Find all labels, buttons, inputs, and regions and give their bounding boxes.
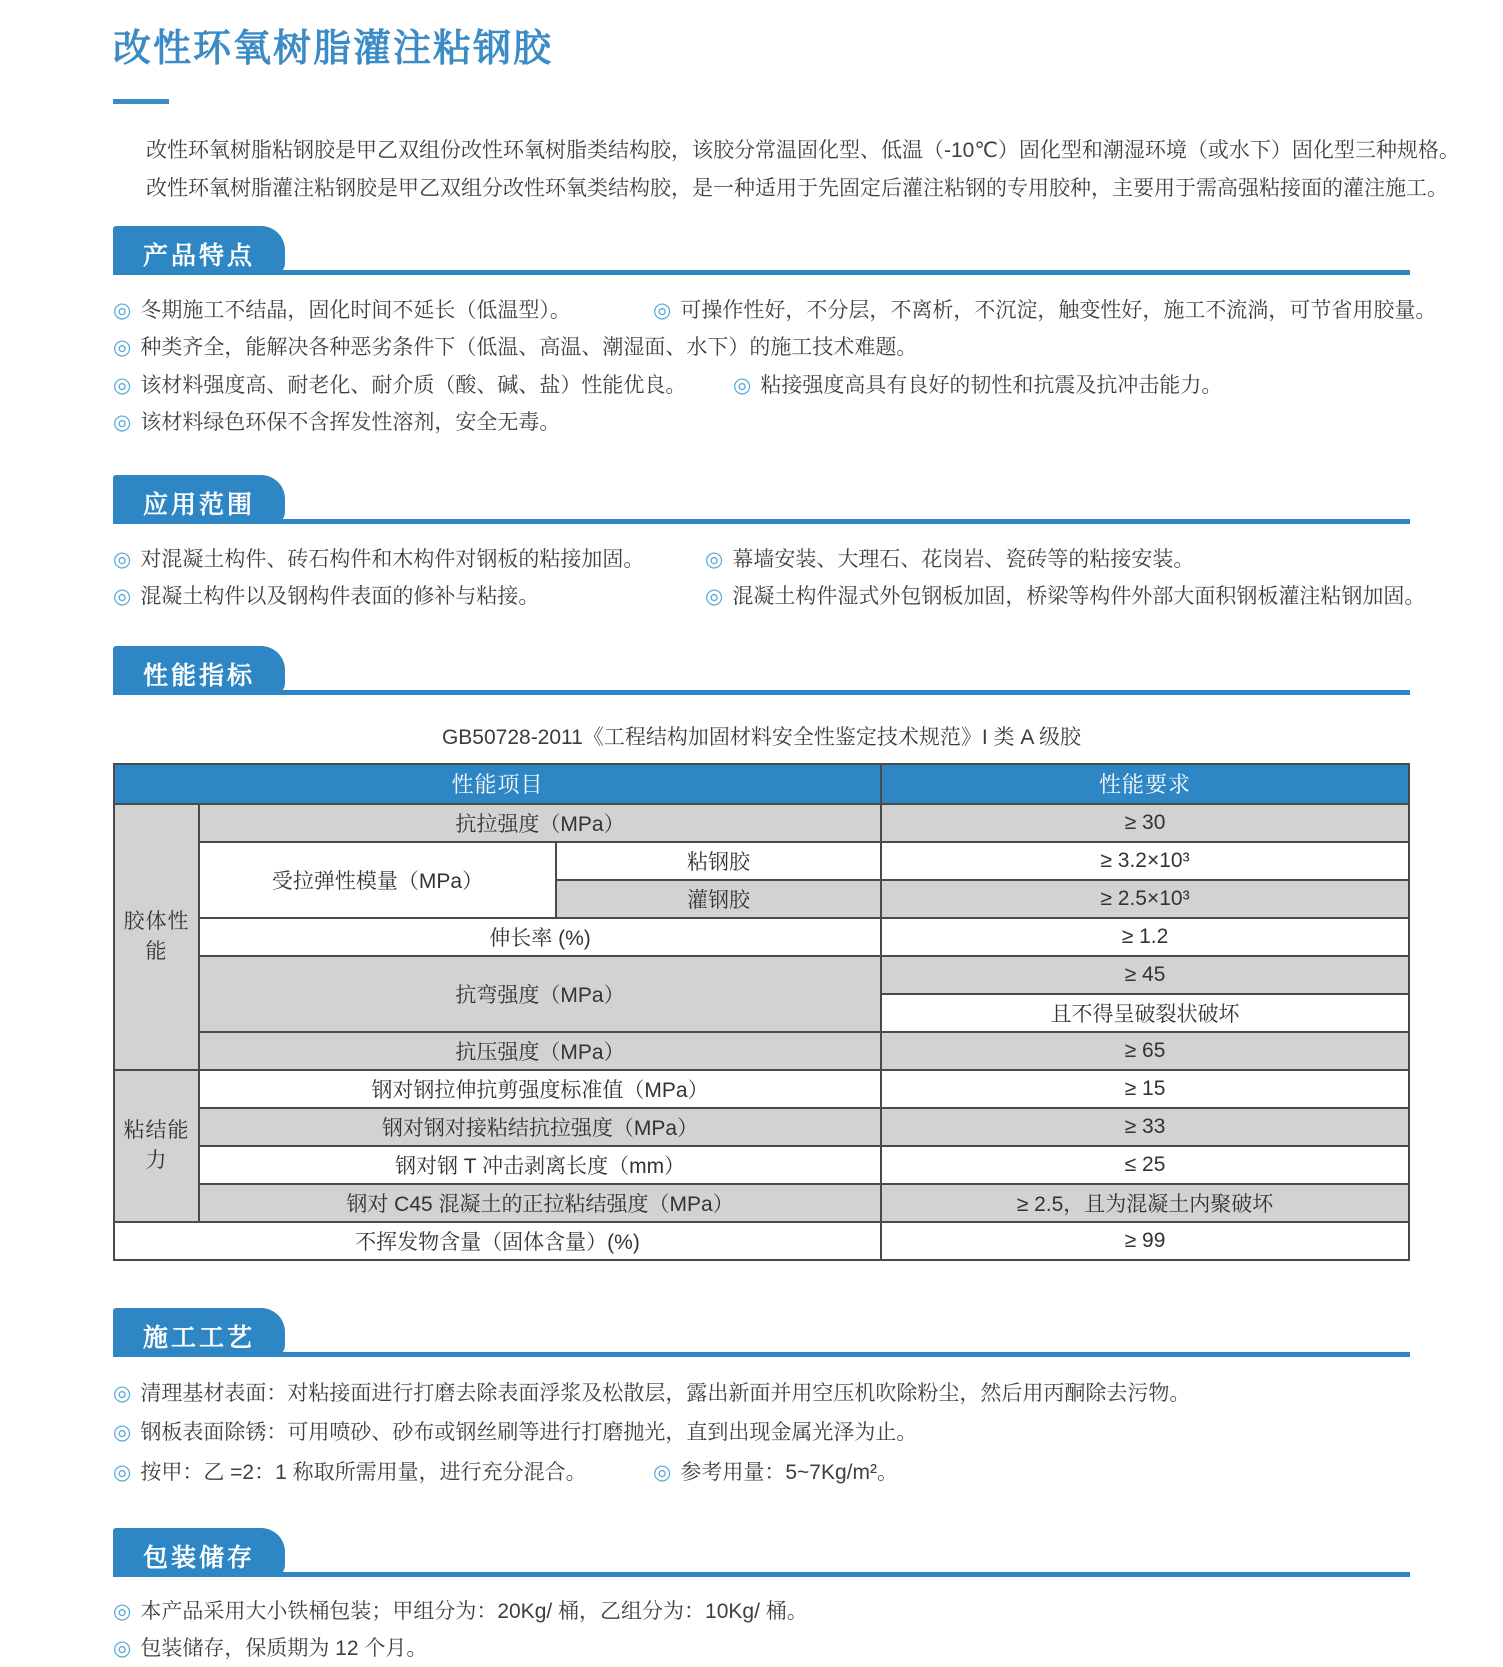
list-row (113, 292, 1410, 330)
bullet-icon: ◎ (113, 336, 131, 359)
feature-item (113, 299, 571, 322)
process-item (113, 1461, 587, 1484)
list-row (113, 404, 1410, 442)
value-cell: ≥ 15 (881, 1070, 1409, 1108)
value-cell: ≥ 1.2 (881, 918, 1409, 956)
section-badge-features: 产品特点 (113, 226, 285, 275)
group-cell: 胶体性能 (114, 804, 199, 1070)
bullet-icon: ◎ (113, 1637, 131, 1660)
process-item (113, 1382, 1190, 1405)
value-cell: ≥ 3.2×10³ (881, 842, 1409, 880)
packaging-item (113, 1600, 808, 1623)
application-text: 对混凝土构件、砖石构件和木构件对钢板的粘接加固。 (140, 548, 644, 571)
table-row (114, 1222, 1409, 1260)
list-row (113, 329, 1410, 367)
value-cell: ≥ 30 (881, 804, 1409, 842)
section-rule (113, 1572, 1410, 1577)
section-rule (113, 690, 1410, 695)
bullet-icon: ◎ (113, 299, 131, 322)
property-cell: 不挥发物含量（固体含量）(%) (114, 1222, 881, 1260)
title-underline (113, 99, 169, 104)
list-row (113, 1413, 1410, 1453)
section-process (113, 1308, 1410, 1493)
section-badge-applications: 应用范围 (113, 475, 285, 524)
feature-text: 可操作性好，不分层，不离析，不沉淀，触变性好，施工不流淌，可节省用胶量。 (680, 299, 1436, 322)
section-header (113, 226, 1410, 275)
application-item (705, 578, 1425, 616)
property-cell: 抗拉强度（MPa） (199, 804, 881, 842)
bullet-icon: ◎ (653, 1461, 671, 1484)
feature-text: 冬期施工不结晶，固化时间不延长（低温型）。 (140, 299, 571, 322)
value-cell: ≥ 65 (881, 1032, 1409, 1070)
applications-list (113, 541, 1410, 616)
bullet-icon: ◎ (653, 299, 671, 322)
bullet-icon: ◎ (705, 548, 723, 571)
bullet-icon: ◎ (113, 548, 131, 571)
property-cell: 抗弯强度（MPa） (199, 956, 881, 1032)
section-applications (113, 475, 1410, 616)
intro-paragraph (113, 132, 1410, 208)
bullet-icon: ◎ (705, 585, 723, 608)
value-cell: ≥ 2.5×10³ (881, 880, 1409, 918)
process-text: 钢板表面除锈：可用喷砂、砂布或钢丝刷等进行打磨抛光，直到出现金属光泽为止。 (140, 1421, 917, 1444)
table-row (114, 918, 1409, 956)
feature-text: 粘接强度高具有良好的韧性和抗震及抗冲击能力。 (760, 374, 1222, 397)
list-row (113, 1453, 1410, 1493)
list-row (113, 1631, 1410, 1667)
feature-item (113, 374, 686, 397)
section-badge-packaging: 包装储存 (113, 1528, 285, 1577)
subproperty-cell: 灌钢胶 (556, 880, 881, 918)
section-packaging (113, 1528, 1410, 1667)
subproperty-cell: 粘钢胶 (556, 842, 881, 880)
list-row (113, 1374, 1410, 1414)
section-badge-performance: 性能指标 (113, 646, 285, 695)
application-text: 混凝土构件湿式外包钢板加固，桥梁等构件外部大面积钢板灌注粘钢加固。 (732, 585, 1425, 608)
process-text: 参考用量：5~7Kg/m²。 (680, 1461, 898, 1484)
intro-line: 改性环氧树脂粘钢胶是甲乙双组份改性环氧树脂类结构胶，该胶分常温固化型、低温（-10℃）固化型和潮湿环境（或水下）固化型三种规格。 (146, 132, 1410, 170)
process-text: 清理基材表面：对粘接面进行打磨去除表面浮浆及松散层，露出新面并用空压机吹除粉尘，然后用丙酮除去污物。 (140, 1382, 1190, 1405)
list-row (113, 367, 1410, 405)
table-caption: GB50728-2011《工程结构加固材料安全性鉴定技术规范》I 类 A 级胶 (113, 721, 1410, 751)
section-features (113, 226, 1410, 442)
value-cell: ≤ 25 (881, 1146, 1409, 1184)
application-item (113, 585, 539, 608)
section-rule (113, 519, 1410, 524)
property-cell: 受拉弹性模量（MPa） (199, 842, 556, 918)
section-performance (113, 646, 1410, 1261)
value-cell: ≥ 33 (881, 1108, 1409, 1146)
packaging-text: 包装储存，保质期为 12 个月。 (140, 1637, 427, 1660)
application-item (113, 548, 644, 571)
bullet-icon: ◎ (113, 411, 131, 434)
table-row (114, 1032, 1409, 1070)
process-item (653, 1453, 898, 1493)
packaging-list (113, 1594, 1410, 1667)
table-header-row (114, 764, 1409, 804)
table-row (114, 1108, 1409, 1146)
feature-item (733, 367, 1222, 405)
table-row (114, 804, 1409, 842)
table-row (114, 956, 1409, 994)
packaging-text: 本产品采用大小铁桶包装；甲组分为：20Kg/ 桶，乙组分为：10Kg/ 桶。 (140, 1600, 807, 1623)
section-rule (113, 1352, 1410, 1357)
bullet-icon: ◎ (113, 1382, 131, 1405)
packaging-item (113, 1637, 427, 1660)
application-text: 幕墙安装、大理石、花岗岩、瓷砖等的粘接安装。 (732, 548, 1194, 571)
section-badge-process: 施工工艺 (113, 1308, 285, 1357)
intro-line: 改性环氧树脂灌注粘钢胶是甲乙双组分改性环氧类结构胶，是一种适用于先固定后灌注粘钢的专用胶种，主要用于需高强粘接面的灌注施工。 (146, 170, 1410, 208)
process-item (113, 1421, 917, 1444)
value-cell: ≥ 45 (881, 956, 1409, 994)
property-cell: 钢对钢对接粘结抗拉强度（MPa） (199, 1108, 881, 1146)
bullet-icon: ◎ (113, 585, 131, 608)
group-cell: 粘结能力 (114, 1070, 199, 1222)
bullet-icon: ◎ (113, 1461, 131, 1484)
table-row (114, 842, 1409, 880)
feature-text: 该材料绿色环保不含挥发性溶剂，安全无毒。 (140, 411, 560, 434)
table-header-cell: 性能项目 (114, 764, 881, 804)
process-text: 按甲：乙 =2：1 称取所需用量，进行充分混合。 (140, 1461, 586, 1484)
property-cell: 钢对 C45 混凝土的正拉粘结强度（MPa） (199, 1184, 881, 1222)
feature-item (113, 336, 917, 359)
bullet-icon: ◎ (733, 374, 751, 397)
feature-item (653, 292, 1436, 330)
application-item (705, 541, 1194, 579)
page-title: 改性环氧树脂灌注粘钢胶 (113, 26, 1410, 74)
section-rule (113, 270, 1410, 275)
property-cell: 伸长率 (%) (199, 918, 881, 956)
feature-text: 种类齐全，能解决各种恶劣条件下（低温、高温、潮湿面、水下）的施工技术难题。 (140, 336, 917, 359)
table-row (114, 1070, 1409, 1108)
property-cell: 抗压强度（MPa） (199, 1032, 881, 1070)
table-row (114, 1184, 1409, 1222)
process-list (113, 1374, 1410, 1493)
table-row (114, 1146, 1409, 1184)
performance-table (113, 763, 1410, 1261)
feature-text: 该材料强度高、耐老化、耐介质（酸、碱、盐）性能优良。 (140, 374, 686, 397)
value-cell: 且不得呈破裂状破坏 (881, 994, 1409, 1032)
value-cell: ≥ 2.5，且为混凝土内聚破坏 (881, 1184, 1409, 1222)
list-row (113, 541, 1410, 579)
list-row (113, 578, 1410, 616)
property-cell: 钢对钢 T 冲击剥离长度（mm） (199, 1146, 881, 1184)
features-list (113, 292, 1410, 442)
section-header (113, 646, 1410, 695)
bullet-icon: ◎ (113, 374, 131, 397)
application-text: 混凝土构件以及钢构件表面的修补与粘接。 (140, 585, 539, 608)
list-row (113, 1594, 1410, 1631)
table-header-cell: 性能要求 (881, 764, 1409, 804)
bullet-icon: ◎ (113, 1600, 131, 1623)
property-cell: 钢对钢拉伸抗剪强度标准值（MPa） (199, 1070, 881, 1108)
section-header (113, 475, 1410, 524)
section-header (113, 1528, 1410, 1577)
bullet-icon: ◎ (113, 1421, 131, 1444)
feature-item (113, 411, 560, 434)
section-header (113, 1308, 1410, 1357)
value-cell: ≥ 99 (881, 1222, 1409, 1260)
